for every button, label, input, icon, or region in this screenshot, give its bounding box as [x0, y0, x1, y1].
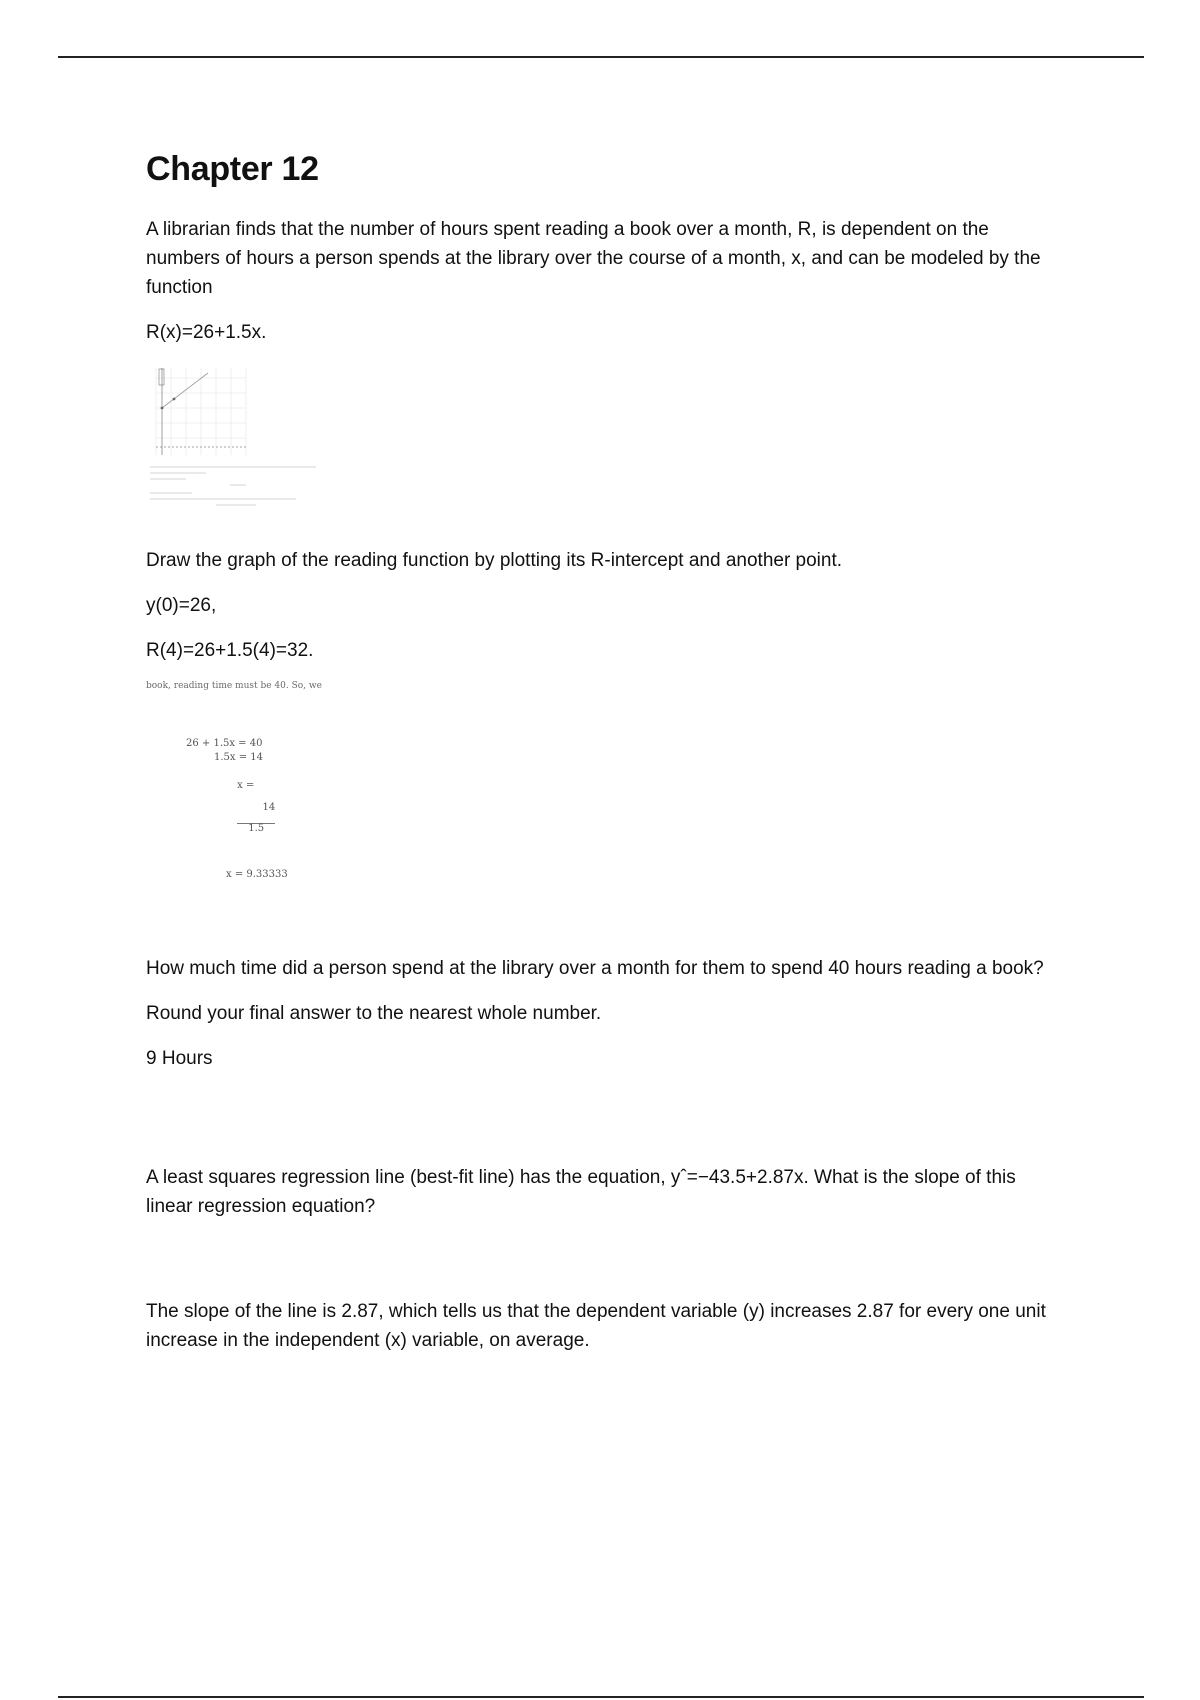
q1-intro: A librarian finds that the number of hours spent reading a book over a month, R, is dependent on the numbers of hours a person spends at the library over the course of a month, x, and can be modeled by the function: [146, 219, 1041, 298]
calc-line-1: 26 + 1.5x = 40: [186, 738, 263, 749]
graph-thumbnail-image: [146, 363, 326, 515]
q2-answer: The slope of the line is 2.87, which tells us that the dependent variable (y) increases 2.87 for every one unit increase in the independent (x) variable, on average.: [146, 1301, 1046, 1351]
calc-line-2: 1.5x = 14: [214, 752, 264, 763]
chapter-heading: Chapter 12: [146, 150, 319, 188]
calc-line-3: [186, 765, 1066, 868]
q1-rounding-instruction: Round your final answer to the nearest whole number.: [146, 1003, 602, 1024]
bottom-rule: [58, 1696, 1144, 1698]
calc-line-4: x = 9.33333: [226, 869, 288, 880]
q2-question: A least squares regression line (best-fit line) has the equation, yˆ=−43.5+2.87x. What is the slope of this linear regression equation?: [146, 1167, 1016, 1217]
document-page: [146, 150, 1066, 1371]
q1-point-2: R(4)=26+1.5(4)=32.: [146, 640, 314, 661]
q1-point-1: y(0)=26,: [146, 595, 217, 616]
calc-fraction-lhs: x =: [237, 780, 255, 791]
small-note-text: book, reading time must be 40. So, we: [146, 681, 322, 691]
q1-answer: 9 Hours: [146, 1048, 213, 1069]
q1-question: How much time did a person spend at the library over a month for them to spend 40 hours reading a book?: [146, 958, 1044, 979]
calc-fraction-numerator: 14: [262, 802, 276, 813]
top-rule: [58, 56, 1144, 58]
q1-instruction: Draw the graph of the reading function by plotting its R-intercept and another point.: [146, 550, 843, 571]
q1-function: R(x)=26+1.5x.: [146, 322, 267, 343]
calc-fraction: [237, 793, 275, 854]
calculation-block: [186, 737, 1066, 882]
calc-fraction-denominator: 1.5: [237, 823, 275, 834]
